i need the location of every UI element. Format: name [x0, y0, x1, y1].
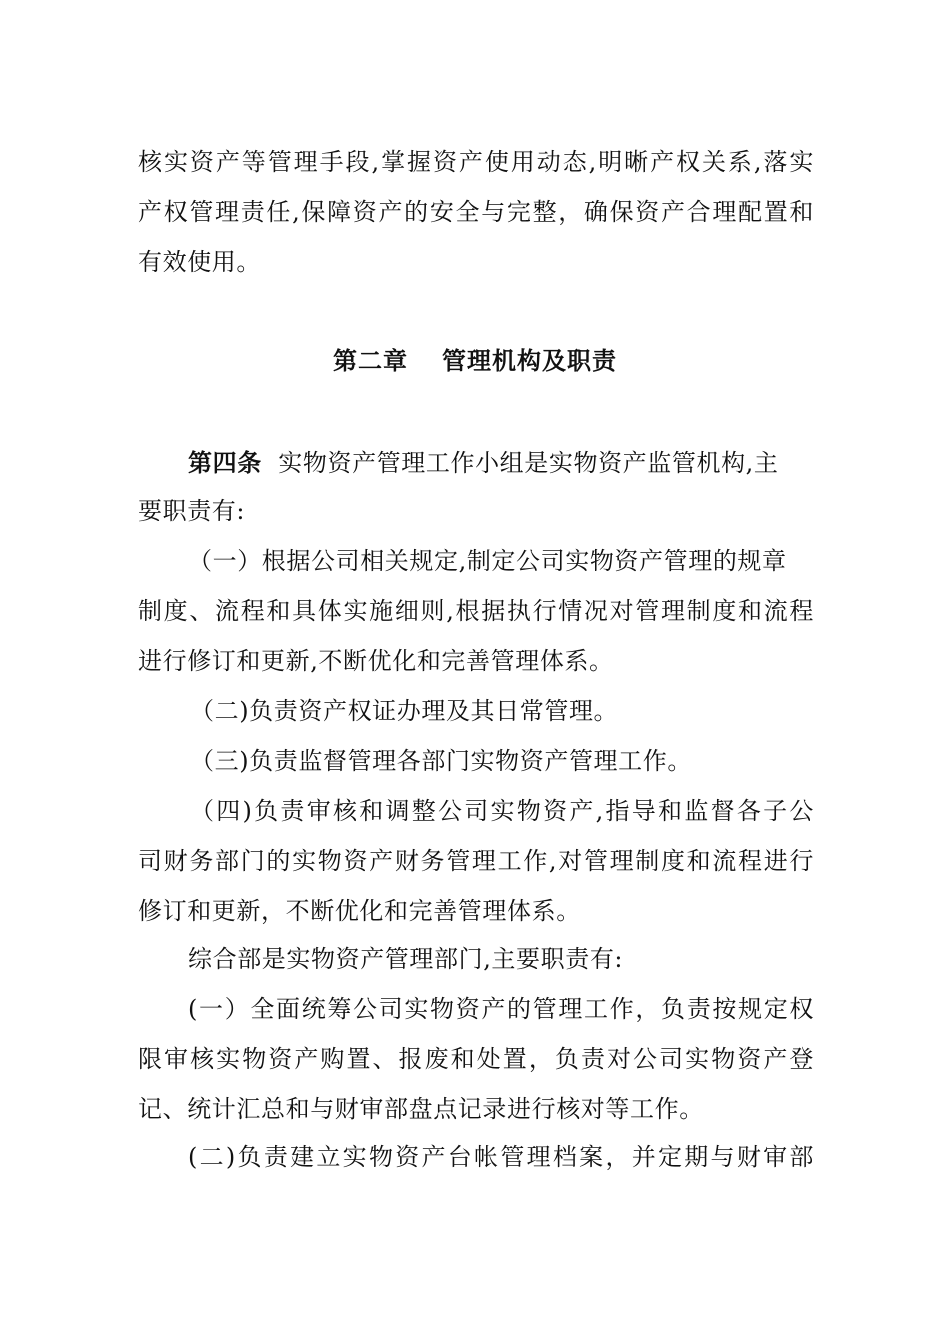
general-dept-intro: 综合部是实物资产管理部门,主要职责有:: [188, 945, 624, 973]
chapter-number: 第二章: [333, 347, 408, 375]
article4-item1-line-2: 制度、流程和具体实施细则,根据执行情况对管理制度和流程: [138, 597, 814, 625]
chapter-heading: [0, 346, 950, 376]
article4-item3: （三)负责监督管理各部门实物资产管理工作。: [190, 747, 692, 775]
chapter-title: 管理机构及职责: [442, 347, 617, 375]
article4-item4-line-2: 司财务部门的实物资产财务管理工作,对管理制度和流程进行: [138, 847, 814, 875]
article4-item1-line-1: （一）根据公司相关规定,制定公司实物资产管理的规章: [188, 547, 787, 575]
article4-item2: （二)负责资产权证办理及其日常管理。: [190, 697, 619, 725]
article4-item4-line-1: （四)负责审核和调整公司实物资产,指导和监督各子公: [190, 797, 814, 825]
intro-line-1: 核实资产等管理手段,掌握资产使用动态,明晰产权关系,落实: [138, 148, 814, 176]
article4-line-1: [188, 448, 814, 478]
article4-line-2: 要职责有:: [138, 497, 246, 525]
general-dept-item1-line-1: (一）全面统筹公司实物资产的管理工作，负责按规定权: [188, 995, 814, 1023]
general-dept-item1-line-2: 限审核实物资产购置、报废和处置，负责对公司实物资产登: [138, 1045, 814, 1073]
article4-text: 实物资产管理工作小组是实物资产监管机构,主: [278, 449, 779, 477]
general-dept-item2-line-1: (二)负责建立实物资产台帐管理档案，并定期与财审部: [188, 1143, 814, 1171]
general-dept-item1-line-3: 记、统计汇总和与财审部盘点记录进行核对等工作。: [138, 1095, 704, 1123]
article4-label: 第四条: [188, 449, 262, 477]
intro-line-3: 有效使用。: [138, 248, 261, 276]
intro-line-2: 产权管理责任,保障资产的安全与完整，确保资产合理配置和: [138, 198, 814, 226]
article4-item1-line-3: 进行修订和更新,不断优化和完善管理体系。: [138, 647, 614, 675]
article4-item4-line-3: 修订和更新，不断优化和完善管理体系。: [138, 897, 581, 925]
